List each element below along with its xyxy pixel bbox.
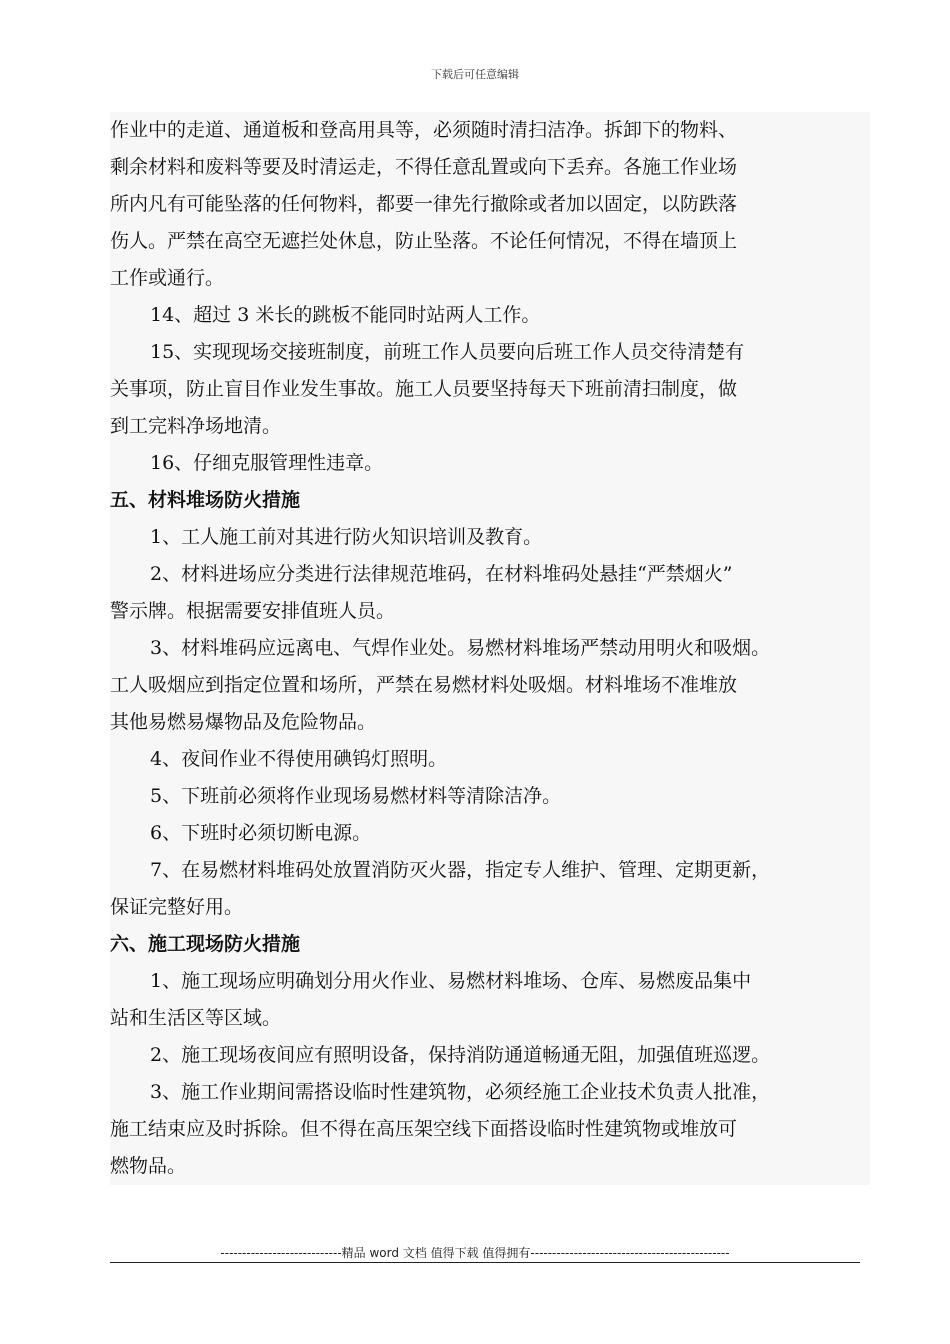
text-line: 剩余材料和废料等要及时清运走，不得任意乱置或向下丢弃。各施工作业场 [110, 149, 870, 186]
text-line: 5、下班前必须将作业现场易燃材料等清除洁净。 [110, 778, 870, 815]
text-line: 1、施工现场应明确划分用火作业、易燃材料堆场、仓库、易燃废品集中 [110, 963, 870, 1000]
section-heading: 五、材料堆场防火措施 [110, 482, 870, 519]
text-line: 作业中的走道、通道板和登高用具等，必须随时清扫洁净。拆卸下的物料、 [110, 112, 870, 149]
text-line: 所内凡有可能坠落的任何物料，都要一律先行撤除或者加以固定，以防跌落 [110, 186, 870, 223]
page-header: 下载后可任意编辑 [431, 68, 519, 81]
text-line: 15、实现现场交接班制度，前班工作人员要向后班工作人员交待清楚有 [110, 334, 870, 371]
page-footer: ----------------------------精品 word 文档 值得下载 值得拥有---------------------------------------------- [220, 1246, 730, 1260]
text-line: 关事项，防止盲目作业发生事故。施工人员要坚持每天下班前清扫制度，做 [110, 371, 870, 408]
text-line: 14、超过 3 米长的跳板不能同时站两人工作。 [110, 297, 870, 334]
text-line: 3、施工作业期间需搭设临时性建筑物，必须经施工企业技术负责人批准， [110, 1074, 870, 1111]
text-line: 保证完整好用。 [110, 889, 870, 926]
footer-rule [110, 1262, 860, 1263]
text-line: 施工结束应及时拆除。但不得在高压架空线下面搭设临时性建筑物或堆放可 [110, 1111, 870, 1148]
document-body [110, 112, 870, 1185]
text-line: 警示牌。根据需要安排值班人员。 [110, 593, 870, 630]
text-line: 16、仔细克服管理性违章。 [110, 445, 870, 482]
text-line: 7、在易燃材料堆码处放置消防灭火器，指定专人维护、管理、定期更新， [110, 852, 870, 889]
text-line: 伤人。严禁在高空无遮拦处休息，防止坠落。不论任何情况，不得在墙顶上 [110, 223, 870, 260]
section-heading: 六、施工现场防火措施 [110, 926, 870, 963]
text-line: 2、材料进场应分类进行法律规范堆码，在材料堆码处悬挂“严禁烟火” [110, 556, 870, 593]
text-line: 1、工人施工前对其进行防火知识培训及教育。 [110, 519, 870, 556]
text-line: 燃物品。 [110, 1148, 870, 1185]
text-line: 站和生活区等区域。 [110, 1000, 870, 1037]
text-line: 3、材料堆码应远离电、气焊作业处。易燃材料堆场严禁动用明火和吸烟。 [110, 630, 870, 667]
text-line: 4、夜间作业不得使用碘钨灯照明。 [110, 741, 870, 778]
text-line: 到工完料净场地清。 [110, 408, 870, 445]
text-line: 其他易燃易爆物品及危险物品。 [110, 704, 870, 741]
text-line: 2、施工现场夜间应有照明设备，保持消防通道畅通无阻，加强值班巡逻。 [110, 1037, 870, 1074]
text-line: 工人吸烟应到指定位置和场所，严禁在易燃材料处吸烟。材料堆场不准堆放 [110, 667, 870, 704]
text-line: 工作或通行。 [110, 260, 870, 297]
text-line: 6、下班时必须切断电源。 [110, 815, 870, 852]
